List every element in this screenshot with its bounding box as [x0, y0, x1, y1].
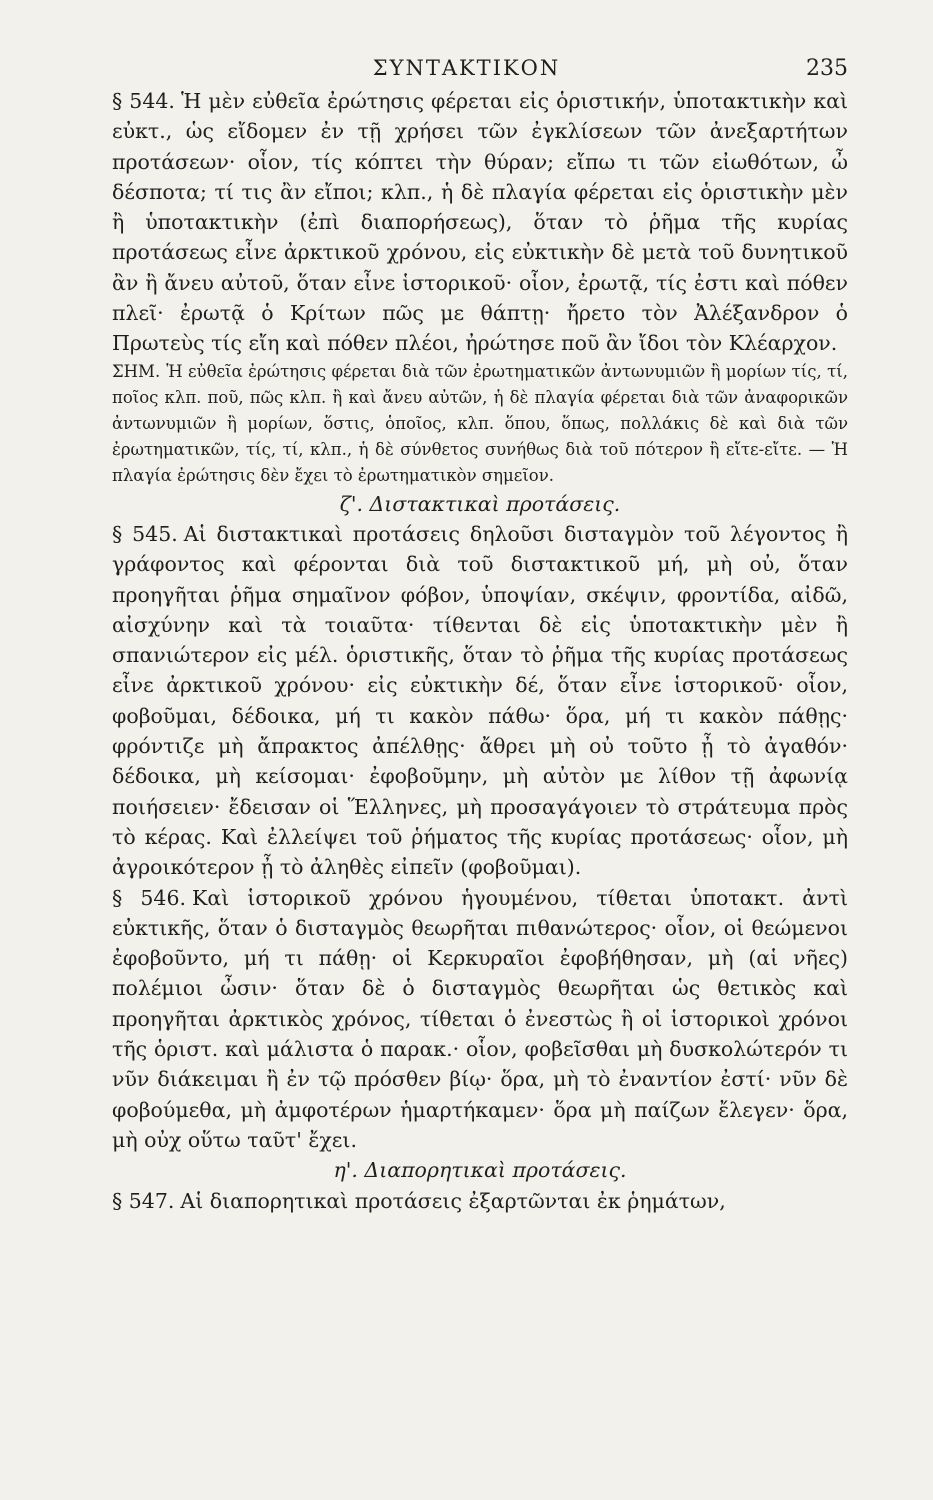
section-text: Ἡ μὲν εὐθεῖα ἐρώτησις φέρεται εἰς ὁριστικήν, ὑποτακτικὴν καὶ εὐκτ., ὡς εἴδομεν ἐν τῇ χρήσει τῶν ἐγκλίσεων τῶν ἀνεξαρτήτων προτάσεων· οἷον, τίς κόπτει τὴν θύραν; εἴπω τι τῶν εἰωθότων, ὦ δέσποτα; τί τις ἂν εἴποι; κλπ., ἡ δὲ πλαγία φέρεται εἰς ὁριστικὴν μὲν ἢ ὑποτακτικὴν (ἐπὶ διαπορήσεως), ὅταν τὸ ῥῆμα τῆς κυρίας προτάσεως εἶνε ἀρκτικοῦ χρόνου, εἰς εὐκτικὴν δὲ μετὰ τοῦ δυνητικοῦ ἂν ἢ ἄνευ αὐτοῦ, ὅταν εἶνε ἱστορικοῦ· οἷον, ἐρωτᾷ, τίς ἐστι καὶ πόθεν πλεῖ· ἐρωτᾷ ὁ Κρίτων πῶς με θάπτῃ· ἤρετο τὸν Ἀλέξανδρον ὁ Πρωτεὺς τίς εἴη καὶ πόθεν πλέοι, ἠρώτησε ποῦ ἂν ἴδοι τὸν Κλέαρχον.	[112, 89, 848, 356]
section-547	[112, 1186, 848, 1216]
section-number: § 546.	[112, 885, 187, 910]
subsection-heading-zeta: ζ'. Διστακτικαὶ προτάσεις.	[339, 491, 621, 516]
subsection-heading-eta: η'. Διαπορητικαὶ προτάσεις.	[333, 1158, 627, 1183]
note-text: Ἡ εὐθεῖα ἐρώτησις φέρεται διὰ τῶν ἐρωτηματικῶν ἀντωνυμιῶν ἢ μορίων τίς, τί, ποῖος κλπ. ποῦ, πῶς κλπ. ἢ καὶ ἄνευ αὐτῶν, ἡ δὲ πλαγία φέρεται διὰ τῶν ἀναφορικῶν ἀντωνυμιῶν ἢ μορίων, ὅστις, ὁποῖος, κλπ. ὅπου, ὅπως, πολλάκις δὲ καὶ διὰ τῶν ἐρωτηματικῶν, τίς, τί, κλπ., ἡ δὲ σύνθετος συνήθως διὰ τοῦ πότερον ἢ εἴτε-εἴτε. — Ἡ πλαγία ἐρώτησις δὲν ἔχει τὸ ἐρωτηματικὸν σημεῖον.	[112, 361, 848, 485]
section-number: § 544.	[112, 89, 175, 113]
section-text: Αἱ διαπορητικαὶ προτάσεις ἐξαρτῶνται ἐκ ῥημάτων,	[180, 1188, 726, 1213]
section-number: § 547.	[112, 1188, 175, 1213]
running-title: ΣΥΝΤΑΚΤΙΚΟΝ	[372, 56, 561, 80]
section-544	[112, 86, 848, 359]
section-number: § 545.	[112, 521, 178, 546]
note-label: ΣΗΜ.	[112, 361, 161, 381]
note-paragraph	[112, 359, 848, 489]
page-body	[112, 86, 848, 1216]
section-546	[112, 883, 848, 1156]
section-545	[112, 519, 848, 883]
section-text: Αἱ διστακτικαὶ προτάσεις δηλοῦσι δισταγμὸν τοῦ λέγοντος ἢ γράφοντος καὶ φέρονται διὰ τοῦ διστακτικοῦ μή, μὴ οὐ, ὅταν προηγῆται ῥῆμα σημαῖνον φόβον, ὑποψίαν, σκέψιν, φροντίδα, αἰδῶ, αἰσχύνην καὶ τὰ τοιαῦτα· τίθενται δὲ εἰς ὑποτακτικὴν μὲν ἢ σπανιώτερον εἰς μέλ. ὁριστικῆς, ὅταν τὸ ῥῆμα τῆς κυρίας προτάσεως εἶνε ἀρκτικοῦ χρόνου· εἰς εὐκτικὴν δέ, ὅταν εἶνε ἱστορικοῦ· οἷον, φοβοῦμαι, δέδοικα, μή τι κακὸν πάθω· ὅρα, μή τι κακὸν πάθῃς· φρόντιζε μὴ ἄπρακτος ἀπέλθῃς· ἄθρει μὴ οὐ τοῦτο ᾖ τὸ ἀγαθόν· δέδοικα, μὴ κείσομαι· ἐφοβοῦμην, μὴ αὐτὸν με λίθον τῇ ἀφωνίᾳ ποιήσειεν· ἔδεισαν οἱ Ἕλληνες, μὴ προσαγάγοιεν τὸ στράτευμα πρὸς τὸ κέρας. Καὶ ἐλλείψει τοῦ ῥήματος τῆς κυρίας προτάσεως· οἷον, μὴ ἀγροικότερον ᾖ τὸ ἀληθὲς εἰπεῖν (φοβοῦμαι).	[112, 521, 848, 880]
section-text: Καὶ ἱστορικοῦ χρόνου ἡγουμένου, τίθεται ὑποτακτ. ἀντὶ εὐκτικῆς, ὅταν ὁ δισταγμὸς θεωρῆται πιθανώτερος· οἷον, οἱ θεώμενοι ἐφοβοῦντο, μή τι πάθῃ· οἱ Κερκυραῖοι ἐφοβήθησαν, μὴ (αἱ νῆες) πολέμιοι ὦσιν· ὅταν δὲ ὁ δισταγμὸς θεωρῆται ὡς θετικὸς καὶ προηγῆται ἀρκτικὸς χρόνος, τίθεται ὁ ἐνεστὼς ἢ οἱ ἱστορικοὶ χρόνοι τῆς ὁριστ. καὶ μάλιστα ὁ παρακ.· οἷον, φοβεῖσθαι μὴ δυσκολώτερόν τι νῦν διάκειμαι ἢ ἐν τῷ πρόσθεν βίῳ· ὅρα, μὴ τὸ ἐναντίον ἐστί· νῦν δὲ φοβούμεθα, μὴ ἀμφοτέρων ἡμαρτήκαμεν· ὅρα μὴ παίζων ἔλεγεν· ὅρα, μὴ οὐχ οὕτω ταῦτ' ἔχει.	[112, 885, 848, 1152]
page-header	[0, 56, 933, 90]
page-number: 235	[806, 56, 848, 81]
